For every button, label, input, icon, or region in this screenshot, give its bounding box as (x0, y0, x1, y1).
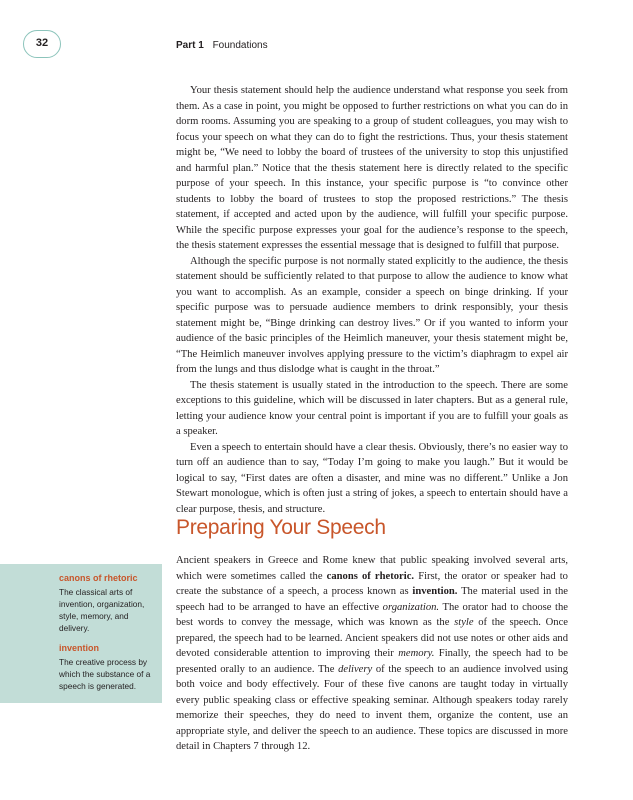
page-number-badge: 32 (23, 30, 61, 58)
text-run: of the speech. Once prepared, the speech had to be learned. Ancient speakers did not use notes or other aids and devoted considerable attention to improving their (176, 617, 569, 659)
section-heading: Preparing Your Speech (176, 516, 386, 539)
paragraph: Your thesis statement should help the audience understand what response you seek from them. As a case in point, you might be opposed to further restrictions on what you can do in dorm rooms. Assuming you are speaking to a group of student colleagues, you may wish to focus your speech on what they can do to fight the restrictions. Thus, your thesis statement might be, “We need to lobby the board of trustees of the university to stop this unjustified and harmful plan.” Notice that the thesis statement here is directly related to the specific purpose of your speech. In this instance, your specific purpose is “to convince other students to lobby the board of trustees to stop the proposed restrictions.” The thesis statement, if accepted and acted upon by the audience, will fulfill your specific purpose. While the specific purpose expresses your goal for the audience’s response to the speech, the thesis statement expresses the essential message that is designed to fulfill that purpose. (176, 85, 568, 251)
paragraph: Although the specific purpose is not normally stated explicitly to the audience, the thesis statement should be sufficiently related to that purpose to allow the audience to know what you want to accomplish. As an example, consider a speech on binge drinking. If your specific purpose was to persuade audience members to drink responsibly, your thesis statement might be, “Binge drinking can destroy lives.” Or if you wanted to inform your audience of the basic principles of the Heimlich maneuver, your thesis statement might be, “The Heimlich maneuver involves applying pressure to the victim’s diaphragm to expel air from the lungs and thus dislodge what is caught in the throat.” (176, 255, 568, 375)
emphasis-style: style (454, 617, 474, 628)
part-label: Part 1 (176, 40, 204, 51)
paragraph (176, 553, 568, 755)
glossary-term: canons of rhetoric (59, 573, 138, 583)
keyword-invention: invention. (412, 586, 458, 597)
text-run: The material used in the speech had to be arranged to have an effective (176, 586, 568, 613)
section-text (176, 553, 568, 755)
intro-text (176, 83, 568, 517)
paragraph: Even a speech to entertain should have a clear thesis. Obviously, there’s no easier way to turn off an audience than to say, “Today I’m going to make you laugh.” But it would be logical to say, “First dates are often a disaster, and mine was no different.” Unlike a Jon Stewart monologue, which is often just a string of jokes, a speech to entertain should have a clear purpose, thesis, and structure. (176, 441, 568, 515)
part-title: Foundations (212, 40, 268, 51)
keyword-canons-of-rhetoric: canons of rhetoric. (326, 570, 415, 582)
glossary-sidebar (0, 564, 162, 703)
glossary-definition: The creative process by which the substance of a speech is generated. (59, 657, 151, 691)
paragraph: The thesis statement is usually stated in the introduction to the speech. There are some exceptions to this guideline, which will be discussed in later chapters. But as a general rule, letting your audience know your central point is important if you are to fulfill your goals as a speaker. (176, 379, 568, 437)
glossary-term: invention (59, 643, 99, 653)
glossary-definition: The classical arts of invention, organization, style, memory, and delivery. (59, 587, 145, 633)
running-head (176, 40, 268, 51)
text-run: The orator had to choose the best words to convey the message, which was known as the (176, 601, 569, 628)
emphasis-delivery: delivery (338, 663, 373, 675)
text-run: of the speech to an audience involved using both voice and body effectively. Four of these five canons are taught today in virtually every public speaking class or effective speaking seminar. Although speakers today rarely memorize their speeches, they do need to invent them, organize the content, use an appropriate style, and deliver the speech to an audience. These topics are discussed in more detail in Chapters 7 through 12. (176, 663, 569, 752)
text-run: Ancient speakers in Greece and Rome knew that public speaking involved several arts, which were sometimes called the (176, 555, 568, 582)
emphasis-memory: memory. (398, 648, 435, 659)
text-run: First, the orator or speaker had to create the substance of a speech, a process known as (176, 570, 568, 597)
text-run: Finally, the speech had to be presented orally to an audience. The (176, 648, 568, 675)
emphasis-organization: organization. (382, 601, 440, 613)
